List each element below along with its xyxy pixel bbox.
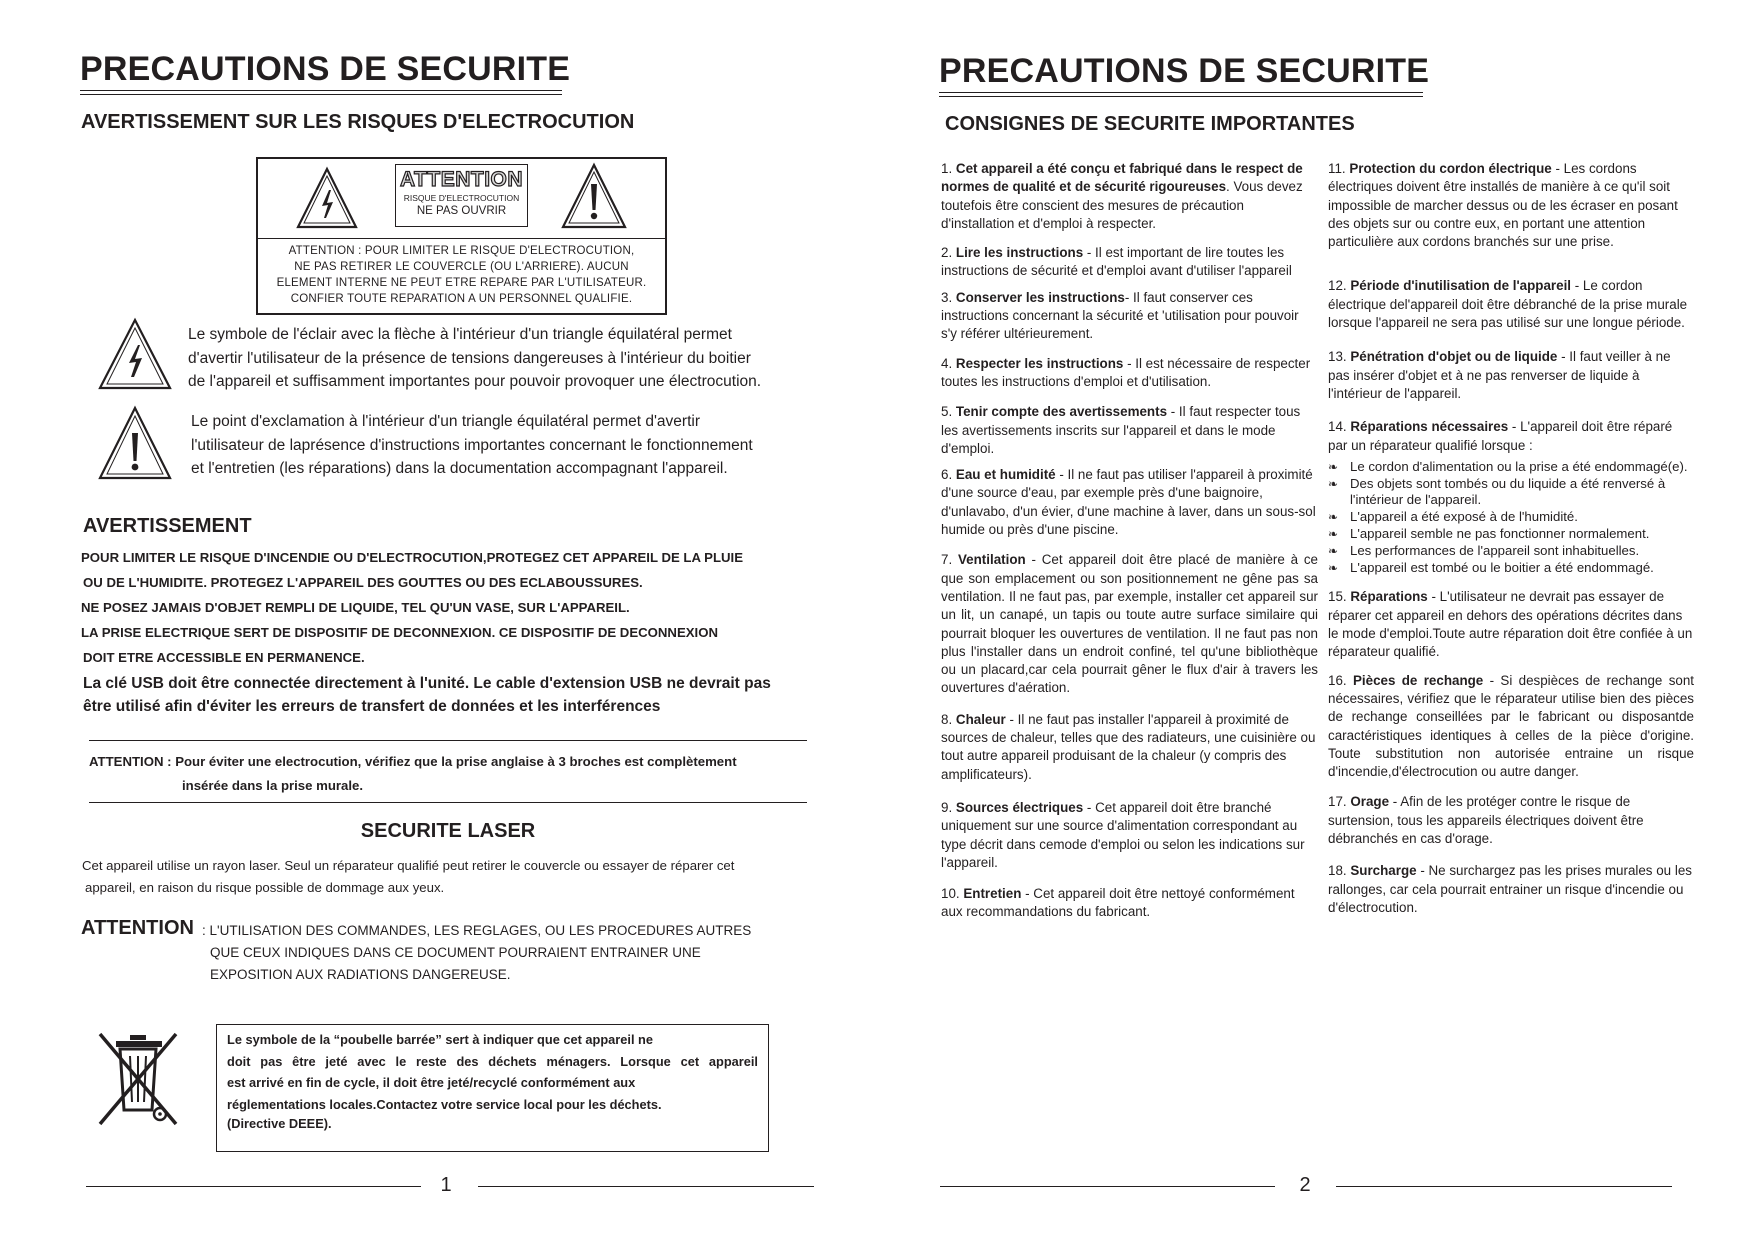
laser-attention-heading: ATTENTION xyxy=(81,917,194,939)
avertissement-heading: AVERTISSEMENT xyxy=(83,515,252,537)
page-title: PRECAUTIONS DE SECURITE xyxy=(939,52,1430,90)
list-item: 16. Pièces de rechange - Si despièces de rechange sont nécessaires, vérifiez que le réparateur utilise bien des pièces de rechange conseillées par le fabricant ou disposantde caractéristiques identiques à celles de la pièce d'origine. Toute substitution non autorisée entraine un risque d'incendie,d'électrocution ou autre danger. xyxy=(1328,672,1695,780)
lightning-triangle-icon xyxy=(97,317,173,391)
instructions-column-2 xyxy=(1328,160,1694,925)
warning-label-text: ATTENTION : POUR LIMITER LE RISQUE D'ELECTROCUTION, NE PAS RETIRER LE COUVERCLE (OU L'ARRIERE). AUCUN ELEMENT INTERNE NE PEUT ETRE REPARE PAR L'UTILISATEUR. CONFIER TOUTE REPARATION A UN PERSONNEL QUALIFIE. xyxy=(276,245,647,305)
list-item: 11. Protection du cordon électrique - Les cordons électriques doivent être installés de manière à ce qu'il soit impossible de marcher dessus ou de les écraser en posant des objets sur ou contre eux, en portant une attention particulière aux cordons branchés sur une prise. xyxy=(1328,161,1678,250)
footer-rule xyxy=(86,1186,421,1187)
list-item: 10. Entretien - Cet appareil doit être nettoyé conformément aux recommandations du fabricant. xyxy=(941,886,1295,920)
list-item: 5. Tenir compte des avertissements - Il faut respecter tous les avertissements inscrits sur l'appareil et dans le mode d'emploi. xyxy=(941,404,1301,456)
section-title: CONSIGNES DE SECURITE IMPORTANTES xyxy=(945,113,1355,135)
footer-rule xyxy=(1336,1186,1672,1187)
lightning-triangle-icon xyxy=(295,166,359,230)
instructions-column-1 xyxy=(941,160,1318,930)
bullet-list xyxy=(1328,459,1694,577)
exclamation-triangle-icon xyxy=(97,405,173,481)
list-item: 15. Réparations - L'utilisateur ne devrait pas essayer de réparer cet appareil en dehors des opérations décrites dans le mode d'emploi.Toute autre réparation doit être confiée à un réparateur qualifié. xyxy=(1328,589,1693,660)
title-underline xyxy=(80,90,562,91)
warning-label-divider xyxy=(258,238,665,239)
list-item: 14. Réparations nécessaires - L'appareil doit être réparé par un réparateur qualifié lorsque : xyxy=(1328,419,1673,453)
page-right xyxy=(878,0,1755,1240)
divider xyxy=(89,802,807,803)
do-not-open-label: NE PAS OUVRIR xyxy=(416,205,507,217)
footer-rule xyxy=(478,1186,814,1187)
list-item: ❧ L'appareil semble ne pas fonctionner normalement. xyxy=(1328,526,1694,543)
list-item: 3. Conserver les instructions- Il faut conserver ces instructions concernant la sécurité et 'utilisation pour pouvoir s'y référer ultérieurement. xyxy=(941,289,1299,342)
page-title: PRECAUTIONS DE SECURITE xyxy=(80,50,571,88)
laser-title: SECURITE LASER xyxy=(360,820,536,842)
exclamation-symbol-text: Le point d'exclamation à l'intérieur d'un triangle équilatéral permet d'avertir l'utilisateur de laprésence d'instructions importantes concernant le fonctionnement et l'entretien (les réparations) dans la documentation accompagnant l'appareil. xyxy=(191,413,753,477)
list-item: 2. Lire les instructions - Il est important de lire toutes les instructions de sécurité et d'emploi avant d'utiliser l'appareil xyxy=(941,245,1292,279)
title-underline xyxy=(80,94,562,95)
list-item: 12. Période d'inutilisation de l'appareil - Le cordon électrique del'appareil doit être débranché de la prise murale lorsque l'appareil ne sera pas utilisé sur une longue période. xyxy=(1328,278,1688,331)
list-item: 4. Respecter les instructions - Il est nécessaire de respecter toutes les instructions d'emploi et d'utilisation. xyxy=(941,355,1311,389)
page-number: 1 xyxy=(440,1174,452,1196)
footer-rule xyxy=(940,1186,1275,1187)
list-item: 9. Sources électriques - Cet appareil doit être branché uniquement sur une source d'alimentation correspondant au type décrit dans cemode d'emploi ou selon les indications sur l'appareil. xyxy=(941,799,1305,870)
risk-label: RISQUE D'ELECTROCUTION xyxy=(403,193,520,203)
list-item: 6. Eau et humidité - Il ne faut pas utiliser l'appareil à proximité d'une source d'eau, par exemple près d'une baignoire, d'unlavabo, d'un évier, d'une machine à laver, dans un sous-sol humide ou près d'une piscine. xyxy=(941,467,1316,538)
list-item: 13. Pénétration d'objet ou de liquide - Il faut veiller à ne pas insérer d'objet et à ne pas renverser de liquide à l'intérieur de l'appareil. xyxy=(1328,349,1671,401)
lightning-symbol-text: Le symbole de l'éclair avec la flèche à l'intérieur d'un triangle équilatéral permet d'avertir l'utilisateur de la présence de tensions dangereuses à l'intérieur du boitier de l'appareil et suffisamment importantes pour pouvoir provoquer une électrocution. xyxy=(188,326,762,390)
list-item: ❧ Des objets sont tombés ou du liquide a été renversé à l'intérieur de l'appareil. xyxy=(1328,476,1694,510)
divider xyxy=(89,740,807,741)
usb-warning: La clé USB doit être connectée directement à l'unité. Le cable d'extension USB ne devrait pas être utilisé afin d'éviter les erreurs de transfert de données et les interférences xyxy=(83,675,771,715)
list-item: ❧ Les performances de l'appareil sont inhabituelles. xyxy=(1328,543,1694,560)
title-underline xyxy=(939,92,1423,93)
laser-attention-text: : L'UTILISATION DES COMMANDES, LES REGLAGES, OU LES PROCEDURES AUTRES QUE CEUX INDIQUES DANS CE DOCUMENT POURRAIENT ENTRAINER UNE EXPOSITION AUX RADIATIONS DANGEREUSE. xyxy=(202,923,752,982)
weee-notice xyxy=(216,1024,769,1152)
page-number: 2 xyxy=(1299,1174,1311,1196)
list-item: ❧ L'appareil a été exposé à de l'humidité. xyxy=(1328,509,1694,526)
list-item: ❧ Le cordon d'alimentation ou la prise a été endommagé(e). xyxy=(1328,459,1694,476)
title-underline xyxy=(939,96,1423,97)
weee-text: Le symbole de la “poubelle barrée” sert à indiquer que cet appareil ne doit pas être jeté avec le reste des déchets ménagers. Lorsque cet appareil est arrivé en fin de cycle, il doit être jeté/recyclé conformément aux réglementations locales.Contactez votre service local pour les déchets. (Directive DEEE). xyxy=(227,1032,758,1131)
list-item: 7. Ventilation - Cet appareil doit être placé de manière à ce que son emplacement ou son positionnement ne gêne pas sa ventilation. Il ne faut pas, par exemple, installer cet appareil sur un lit, un canapé, un tapis ou toute autre surface similaire qui pourrait bloquer les ouvertures de ventilation. Il ne faut pas non plus l'installer dans un endroit confiné, tel qu'une bibliothèque ou un placard,car cela pourrait gêner le flux d'air à travers les ouvertures d'aération. xyxy=(941,552,1318,696)
avertissement-text: POUR LIMITER LE RISQUE D'INCENDIE OU D'ELECTROCUTION,PROTEGEZ CET APPAREIL DE LA PLUIE OU DE L'HUMIDITE. PROTEGEZ L'APPAREIL DES GOUTTES OU DES ECLABOUSSURES. NE POSEZ JAMAIS D'OBJET REMPLI DE LIQUIDE, TEL QU'UN VASE, SUR L'APPAREIL. LA PRISE ELECTRIQUE SERT DE DISPOSITIF DE DECONNEXION. CE DISPOSITIF DE DECONNEXION DOIT ETRE ACCESSIBLE EN PERMANENCE. xyxy=(81,550,744,665)
crossed-bin-icon xyxy=(96,1030,180,1128)
attention-sticker xyxy=(395,164,528,227)
list-item: 1. Cet appareil a été conçu et fabriqué dans le respect de normes de qualité et de sécurité rigoureuses. Vous devez toutefois être conscient des mesures de précaution d'installation et d'emploi à respecter. xyxy=(941,161,1303,231)
list-item: ❧ L'appareil est tombé ou le boitier a été endommagé. xyxy=(1328,560,1694,577)
attention-label: ATTENTION xyxy=(399,168,524,191)
list-item: 8. Chaleur - Il ne faut pas installer l'appareil à proximité de sources de chaleur, telles que des radiateurs, une cuisinière ou tout autre appareil produisant de la chaleur (y compris des amplificateurs). xyxy=(941,711,1316,782)
section-title: AVERTISSEMENT SUR LES RISQUES D'ELECTROCUTION xyxy=(81,111,635,133)
list-item: 18. Surcharge - Ne surchargez pas les prises murales ou les rallonges, car cela pourrait entrainer un risque d'incendie ou d'électrocution. xyxy=(1328,863,1692,915)
exclamation-triangle-icon xyxy=(560,162,628,230)
list-item: 17. Orage - Afin de les protéger contre le risque de surtension, tous les appareils électriques doivent être débranchés en cas d'orage. xyxy=(1328,794,1644,846)
laser-text: Cet appareil utilise un rayon laser. Seul un réparateur qualifié peut retirer le couvercle ou essayer de réparer cet appareil, en raison du risque possible de dommage aux yeux. xyxy=(82,858,735,895)
plug-attention: ATTENTION : Pour éviter une electrocution, vérifiez que la prise anglaise à 3 broches est complètement insérée dans la prise murale. xyxy=(89,754,737,793)
warning-label xyxy=(256,157,667,315)
